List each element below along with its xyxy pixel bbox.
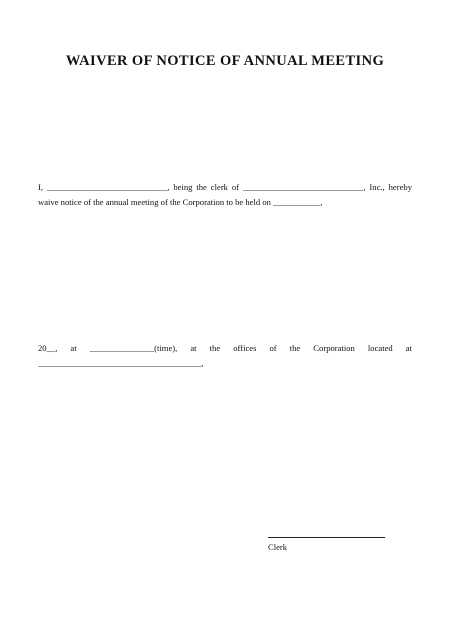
signature-label: Clerk [268,542,288,552]
paragraph-2-line-1: 20__, at _______________(time), at the offices of the Corporation located at [38,343,412,353]
waiver-paragraph-1 [38,180,412,210]
paragraph-1-line-1: I, ____________________________, being the clerk of ____________________________, Inc., hereby [38,182,412,192]
paragraph-2-line-2: ______________________________________, [38,358,204,368]
document-title: WAIVER OF NOTICE OF ANNUAL MEETING [65,53,385,69]
waiver-paragraph-2 [38,341,412,371]
signature-line [268,537,385,538]
paragraph-1-line-2: waive notice of the annual meeting of the Corporation to be held on ___________, [38,197,323,207]
